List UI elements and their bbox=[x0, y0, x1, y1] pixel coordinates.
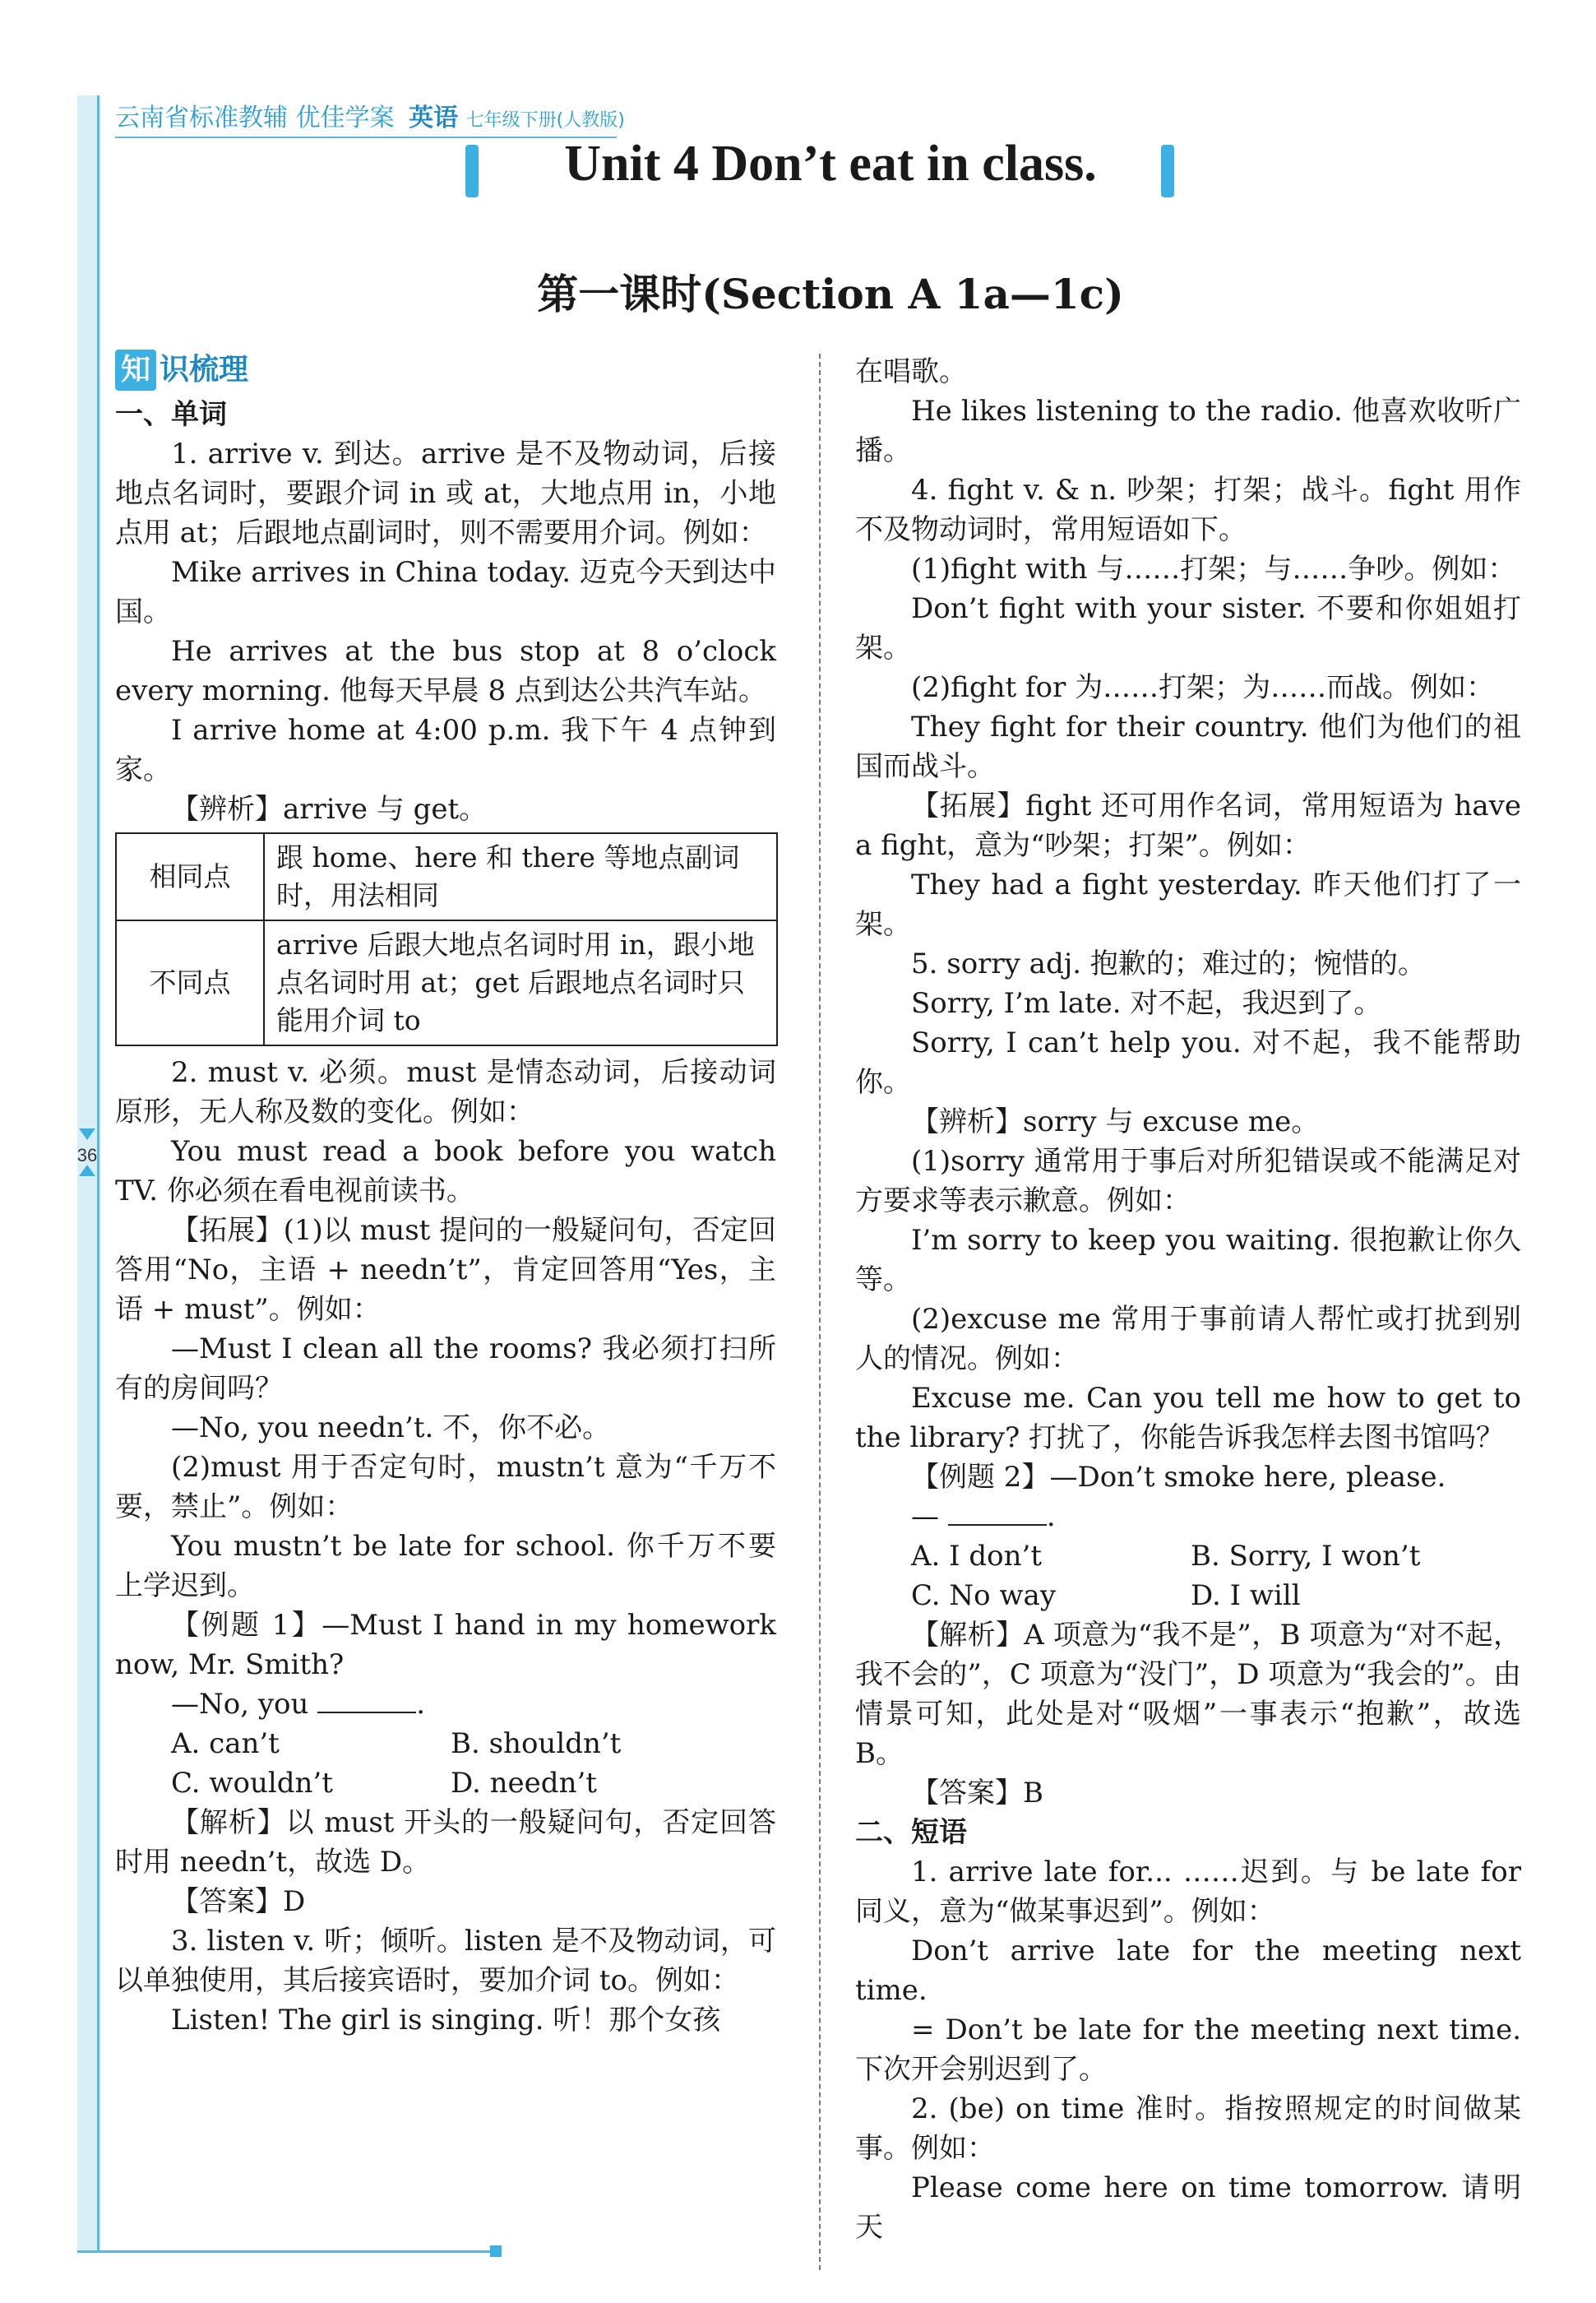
knowledge-label: 识梳理 bbox=[160, 353, 249, 387]
paragraph bbox=[855, 668, 1521, 707]
bottom-dot bbox=[490, 2245, 502, 2257]
answer-option: B. shouldn’t bbox=[451, 1727, 622, 1760]
paragraph bbox=[855, 1142, 1521, 1221]
paragraph-text: Listen! The girl is singing. 听！那个女孩 bbox=[171, 2004, 721, 2037]
paragraph bbox=[115, 1606, 776, 1684]
paragraph bbox=[855, 984, 1521, 1023]
paragraph bbox=[855, 1931, 1521, 2010]
answer-option: A. can’t bbox=[171, 1727, 280, 1760]
paragraph-text: You mustn’t be late for school. 你千万不要上学迟到。 bbox=[115, 1530, 776, 1602]
paragraph bbox=[855, 1023, 1521, 1102]
paragraph bbox=[855, 1773, 1521, 1813]
paragraph-text: 二、短语 bbox=[855, 1816, 967, 1849]
running-header bbox=[115, 97, 625, 133]
section-heading bbox=[855, 1813, 1521, 1852]
paragraph-text: 【解析】以 must 开头的一般疑问句，否定回答时用 needn’t，故选 D。 bbox=[115, 1806, 776, 1879]
answer-blank bbox=[948, 1499, 1047, 1526]
paragraph-text: He likes listening to the radio. 他喜欢收听广播。 bbox=[855, 395, 1521, 467]
paragraph-text: Excuse me. Can you tell me how to get to the library? 打扰了，你能告诉我怎样去图书馆吗？ bbox=[855, 1382, 1521, 1454]
paragraph-text: 5. sorry adj. 抱歉的；难过的；惋惜的。 bbox=[911, 948, 1426, 980]
sidebar-line bbox=[97, 95, 99, 2250]
paragraph-text: 【辨析】sorry 与 excuse me。 bbox=[911, 1105, 1320, 1138]
paragraph bbox=[115, 434, 776, 553]
page-marker-bottom bbox=[79, 1165, 95, 1176]
paragraph bbox=[855, 392, 1521, 470]
paragraph bbox=[115, 553, 776, 632]
paragraph-text: 在唱歌。 bbox=[855, 355, 967, 388]
title-bracket-right bbox=[1161, 145, 1174, 197]
paragraph bbox=[115, 1882, 776, 1921]
knowledge-icon: 知 bbox=[115, 350, 156, 391]
answer-options bbox=[855, 1536, 1521, 1615]
paragraph-text: (1)fight with 与……打架；与……争吵。例如： bbox=[911, 553, 1516, 586]
paragraph bbox=[855, 944, 1521, 984]
answer-options bbox=[115, 1724, 776, 1803]
paragraph-text: (2)fight for 为……打架；为……而战。例如： bbox=[911, 671, 1495, 704]
paragraph-text: 【拓展】(1)以 must 提问的一般疑问句，否定回答用“No，主语 + needn’t”，肯定回答用“Yes，主语 + must”。例如： bbox=[115, 1214, 776, 1326]
left-content-a bbox=[115, 395, 776, 829]
paragraph bbox=[115, 1408, 776, 1448]
paragraph bbox=[115, 1803, 776, 1882]
answer-option: D. I will bbox=[1191, 1579, 1301, 1612]
paragraph bbox=[115, 632, 776, 711]
paragraph bbox=[855, 1852, 1521, 1931]
paragraph bbox=[115, 790, 776, 829]
table-cell-label: 相同点 bbox=[116, 833, 264, 920]
paragraph bbox=[115, 1053, 776, 1132]
paragraph bbox=[855, 470, 1521, 549]
paragraph-text: 3. listen v. 听；倾听。listen 是不及物动词，可以单独使用，其后接宾语时，要加介词 to。例如： bbox=[115, 1925, 776, 1997]
paragraph-text: —No, you bbox=[171, 1688, 309, 1721]
paragraph bbox=[855, 1300, 1521, 1379]
paragraph-text: Sorry, I can’t help you. 对不起，我不能帮助你。 bbox=[855, 1026, 1521, 1099]
right-content bbox=[855, 352, 1521, 2247]
paragraph bbox=[855, 1615, 1521, 1773]
paragraph-text: You must read a book before you watch TV. 你必须在看电视前读书。 bbox=[115, 1135, 776, 1207]
paragraph bbox=[115, 1132, 776, 1211]
paragraph-text: He arrives at the bus stop at 8 o’clock every morning. 他每天早晨 8 点到达公共汽车站。 bbox=[115, 635, 776, 707]
table-cell-text: 跟 home、here 和 there 等地点副词时，用法相同 bbox=[264, 833, 777, 920]
paragraph bbox=[115, 1211, 776, 1329]
paragraph bbox=[115, 1448, 776, 1527]
paragraph bbox=[855, 1221, 1521, 1300]
paragraph-text: They had a fight yesterday. 昨天他们打了一架。 bbox=[855, 869, 1521, 941]
paragraph bbox=[855, 2089, 1521, 2168]
paragraph-text: 【拓展】fight 还可用作名词，常用短语为 have a fight，意为“吵架；打架”。例如： bbox=[855, 790, 1521, 862]
header-subject: 英语 bbox=[409, 104, 459, 132]
bottom-rule bbox=[77, 2250, 497, 2253]
paragraph-text: —Must I clean all the rooms? 我必须打扫所有的房间吗？ bbox=[115, 1332, 776, 1405]
exercise-line: —No, you . bbox=[171, 1688, 426, 1721]
answer-blank bbox=[317, 1687, 416, 1713]
table-row bbox=[116, 920, 777, 1045]
paragraph-text: 1. arrive late for... ……迟到。与 be late for 同义，意为“做某事迟到”。例如： bbox=[855, 1856, 1521, 1928]
paragraph-text: 2. must v. 必须。must 是情态动词，后接动词原形，无人称及数的变化。例如： bbox=[115, 1056, 776, 1128]
lesson-title: 第一课时(Section A 1a—1c) bbox=[537, 270, 1124, 318]
answer-option: C. No way bbox=[911, 1579, 1057, 1612]
paragraph bbox=[115, 1921, 776, 2000]
paragraph-text: Please come here on time tomorrow. 请明天 bbox=[855, 2171, 1521, 2244]
paragraph-text: —No, you needn’t. 不，你不必。 bbox=[171, 1411, 611, 1444]
paragraph bbox=[115, 2000, 776, 2040]
page-number: 36 bbox=[76, 1145, 98, 1165]
left-content-b bbox=[115, 1053, 776, 2040]
paragraph-text: 2. (be) on time 准时。指按照规定的时间做某事。例如： bbox=[855, 2092, 1521, 2165]
page-marker-top bbox=[79, 1128, 95, 1140]
paragraph bbox=[115, 1527, 776, 1606]
paragraph bbox=[855, 786, 1521, 865]
paragraph-text: I’m sorry to keep you waiting. 很抱歉让你久等。 bbox=[855, 1224, 1521, 1296]
paragraph-text: (1)sorry 通常用于事后对所犯错误或不能满足对方要求等表示歉意。例如： bbox=[855, 1145, 1521, 1217]
paragraph-text: (2)must 用于否定句时，mustn’t 意为“千万不要，禁止”。例如： bbox=[115, 1451, 776, 1523]
paragraph-text: 【例题 1】—Must I hand in my homework now, Mr. Smith? bbox=[115, 1609, 776, 1681]
paragraph bbox=[115, 711, 776, 790]
answer-option: A. I don’t bbox=[911, 1540, 1043, 1573]
paragraph-text: 【答案】B bbox=[911, 1777, 1043, 1810]
paragraph-text: 【例题 2】—Don’t smoke here, please. bbox=[911, 1461, 1446, 1494]
paragraph-text: = Don’t be late for the meeting next time. 下次开会别迟到了。 bbox=[855, 2013, 1521, 2086]
paragraph-text: They fight for their country. 他们为他们的祖国而战斗。 bbox=[855, 711, 1521, 783]
paragraph-text: (2)excuse me 常用于事前请人帮忙或打扰到别人的情况。例如： bbox=[855, 1303, 1521, 1375]
table-row bbox=[116, 833, 777, 920]
paragraph-text: Mike arrives in China today. 迈克今天到达中国。 bbox=[115, 556, 776, 628]
paragraph-text: Don’t fight with your sister. 不要和你姐姐打架。 bbox=[855, 592, 1521, 665]
column-divider bbox=[819, 354, 821, 2270]
section-heading bbox=[115, 395, 776, 434]
left-column bbox=[115, 345, 776, 2040]
paragraph-text: 【解析】A 项意为“我不是”，B 项意为“对不起，我不会的”，C 项意为“没门”，D 项意为“我会的”。由情景可知，此处是对“吸烟”一事表示“抱歉”，故选 B。 bbox=[855, 1619, 1521, 1770]
paragraph-text: I arrive home at 4:00 p.m. 我下午 4 点钟到家。 bbox=[115, 714, 776, 786]
paragraph bbox=[855, 865, 1521, 944]
table-cell-label: 不同点 bbox=[116, 920, 264, 1045]
header-series: 云南省标准教辅 优佳学案 bbox=[115, 104, 395, 132]
table-cell-text: arrive 后跟大地点名词时用 in，跟小地点名词时用 at；get 后跟地点名词时只能用介词 to bbox=[264, 920, 777, 1045]
knowledge-heading bbox=[115, 345, 776, 395]
paragraph bbox=[115, 1329, 776, 1408]
right-column bbox=[855, 352, 1521, 2247]
compare-table bbox=[115, 832, 778, 1046]
paragraph-text: 【答案】D bbox=[171, 1885, 306, 1918]
answer-option: C. wouldn’t bbox=[171, 1767, 333, 1800]
paragraph-text: 1. arrive v. 到达。arrive 是不及物动词，后接地点名词时，要跟介词 in 或 at，大地点用 in，小地点用 at；后跟地点副词时，则不需要用介词。例如： bbox=[115, 438, 776, 549]
paragraph bbox=[855, 707, 1521, 786]
paragraph bbox=[855, 2010, 1521, 2089]
header-grade: 七年级下册(人教版) bbox=[465, 110, 625, 131]
paragraph-text: — bbox=[911, 1500, 939, 1533]
paragraph-text: 一、单词 bbox=[115, 398, 227, 431]
paragraph bbox=[855, 1379, 1521, 1457]
answer-option: B. Sorry, I won’t bbox=[1191, 1540, 1421, 1573]
paragraph bbox=[855, 549, 1521, 589]
paragraph bbox=[855, 1102, 1521, 1142]
paragraph bbox=[855, 1457, 1521, 1497]
paragraph-text: 【辨析】arrive 与 get。 bbox=[171, 793, 488, 826]
paragraph-continued bbox=[855, 352, 1521, 392]
paragraph bbox=[855, 589, 1521, 668]
exercise-line: — . bbox=[911, 1500, 1056, 1533]
answer-option: D. needn’t bbox=[451, 1767, 597, 1800]
paragraph bbox=[855, 2168, 1521, 2247]
unit-title: Unit 4 Don’t eat in class. bbox=[564, 136, 1097, 192]
paragraph-text: Sorry, I’m late. 对不起，我迟到了。 bbox=[911, 987, 1382, 1020]
paragraph-text: Don’t arrive late for the meeting next time. bbox=[855, 1935, 1521, 2007]
paragraph-text: 4. fight v. & n. 吵架；打架；战斗。fight 用作不及物动词时，常用短语如下。 bbox=[855, 474, 1521, 546]
